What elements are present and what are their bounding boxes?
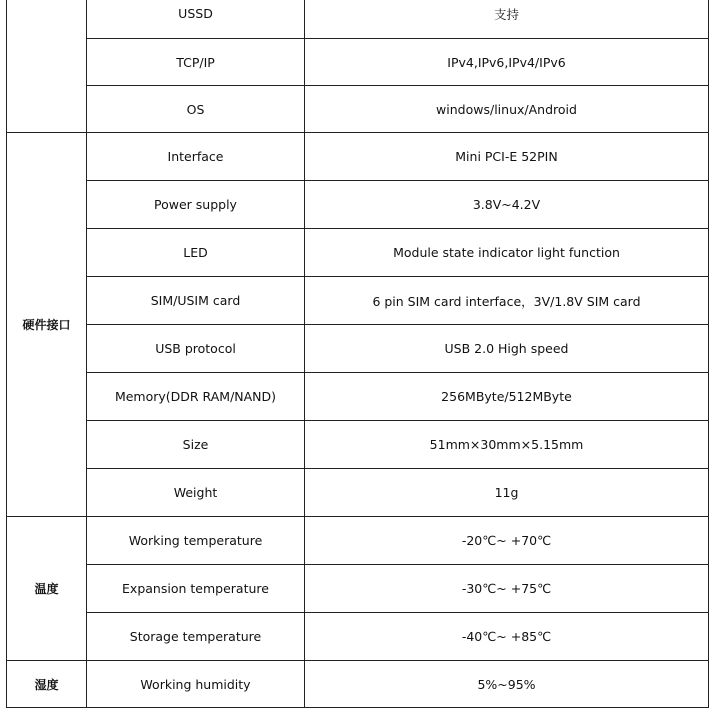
param-cell: Power supply [87,181,305,229]
table-row [7,181,709,229]
param-cell: Weight [87,469,305,517]
spec-table [6,0,709,708]
table-row [7,133,709,181]
table-row [7,661,709,708]
param-cell: USB protocol [87,325,305,373]
table-row [7,0,709,39]
param-cell: Interface [87,133,305,181]
param-cell: Size [87,421,305,469]
param-cell: LED [87,229,305,277]
param-cell: SIM/USIM card [87,277,305,325]
group-label: 硬件接口 [7,133,87,517]
table-row [7,325,709,373]
value-cell: USB 2.0 High speed [305,325,709,373]
spec-table-body [7,0,709,708]
value-cell: 256MByte/512MByte [305,373,709,421]
table-row [7,613,709,661]
param-cell: USSD [87,0,305,39]
value-cell: -30℃~ +75℃ [305,565,709,613]
table-row [7,421,709,469]
value-cell: 51mm×30mm×5.15mm [305,421,709,469]
param-cell: Working humidity [87,661,305,708]
table-row [7,39,709,86]
value-cell: IPv4,IPv6,IPv4/IPv6 [305,39,709,86]
value-cell: 支持 [305,0,709,39]
group-label: 温度 [7,517,87,661]
param-cell: OS [87,86,305,133]
value-cell: 3.8V~4.2V [305,181,709,229]
param-cell: Storage temperature [87,613,305,661]
value-cell: windows/linux/Android [305,86,709,133]
param-cell: TCP/IP [87,39,305,86]
table-row [7,277,709,325]
group-label: 湿度 [7,661,87,708]
param-cell: Working temperature [87,517,305,565]
table-row [7,469,709,517]
table-row [7,517,709,565]
param-cell: Memory(DDR RAM/NAND) [87,373,305,421]
value-cell: 5%~95% [305,661,709,708]
group-label [7,0,87,133]
table-row [7,229,709,277]
param-cell: Expansion temperature [87,565,305,613]
value-cell: 11g [305,469,709,517]
value-cell: -40℃~ +85℃ [305,613,709,661]
table-row [7,373,709,421]
value-cell: 6 pin SIM card interface，3V/1.8V SIM card [305,277,709,325]
table-row [7,86,709,133]
table-row [7,565,709,613]
value-cell: Module state indicator light function [305,229,709,277]
value-cell: Mini PCI-E 52PIN [305,133,709,181]
value-cell: -20℃~ +70℃ [305,517,709,565]
